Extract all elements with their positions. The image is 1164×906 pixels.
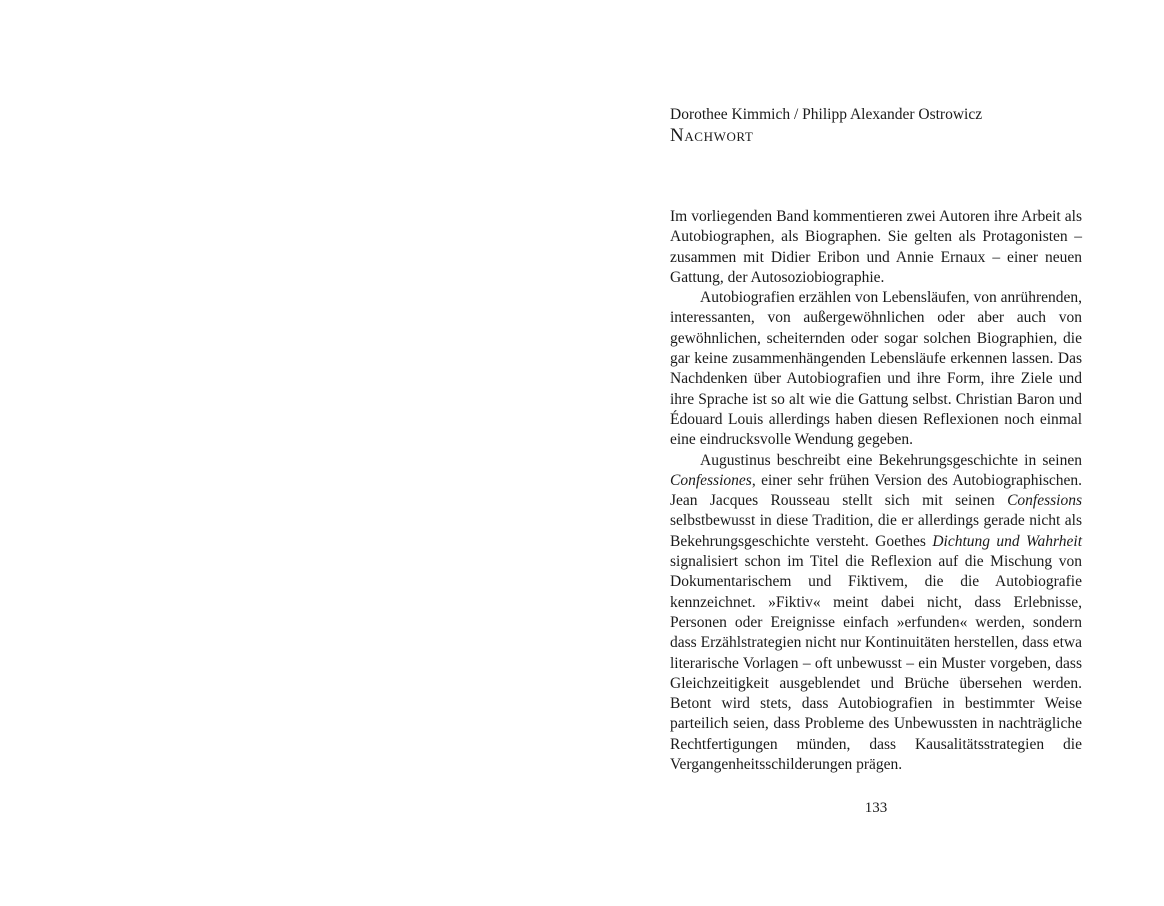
paragraph-3-text-2: , einer sehr frühen Version des Autobiographischen. Jean Jacques Rousseau stellt sich mit seinen [670,471,1082,510]
paragraph-3-text-3: selbstbewusst in diese Tradition, die er allerdings gerade nicht als Bekehrungsgeschichte versteht. Goethes [670,512,1082,550]
paragraph-1: Im vorliegenden Band kommentieren zwei Autoren ihre Arbeit als Autobiographen, als Biographen. Sie gelten als Protagonisten – zusammen mit Didier Eribon und Annie Ernaux – einer neuen Gattung, der Autosoziobiographie. [670,208,1082,286]
author-names: Dorothee Kimmich / Philipp Alexander Ostrowicz [670,106,983,123]
paragraph-3 [670,451,1082,776]
paragraph-3-text-4: signalisiert schon im Titel die Reflexion auf die Mischung von Dokumentarischem und Fiktivem, die die Autobiografie kennzeichnet. »Fiktiv« meint dabei nicht, dass Erlebnisse, Personen oder Ereignisse einfach »erfunden« werden, sondern dass Erzählstrategien nicht nur Kontinuitäten herstellen, dass etwa literarische Vorlagen – oft unbewusst – ein Muster vorgeben, dass Gleichzeitigkeit ausgeblendet und Brüche übersehen werden. Betont wird stets, dass Autobiografien in bestimmter Weise parteilich seien, dass Probleme des Unbewussten in nachträgliche Rechtfertigungen münden, dass Kausalitätsstrategien die Vergangenheitsschilderungen prägen. [670,553,1082,774]
body-text [670,207,1082,775]
paragraph-3-text-1: Augustinus beschreibt eine Bekehrungsgeschichte in seinen [700,451,1082,469]
page-number-value: 133 [864,800,888,816]
chapter-header [670,105,1090,147]
title-dichtung-und-wahrheit: Dichtung und Wahrheit [932,532,1083,550]
right-page [582,0,1164,906]
title-confessions: Confessions [1007,492,1082,510]
chapter-title: Nachwort [670,125,754,146]
page-number [582,798,1164,818]
title-confessiones: Confessiones [670,471,752,489]
paragraph-2: Autobiografien erzählen von Lebensläufen, von anrührenden, interessanten, von außergewöhnlichen oder aber auch von gewöhnlichen, scheiternden oder sogar solchen Biographien, die gar keine zusammenhängenden Lebensläufe erkennen lassen. Das Nachdenken über Autobiografien und ihre Form, ihre Ziele und ihre Sprache ist so alt wie die Gattung selbst. Christian Baron und Édouard Louis allerdings haben diesen Reflexionen noch einmal eine eindrucksvolle Wendung gegeben. [670,289,1082,449]
